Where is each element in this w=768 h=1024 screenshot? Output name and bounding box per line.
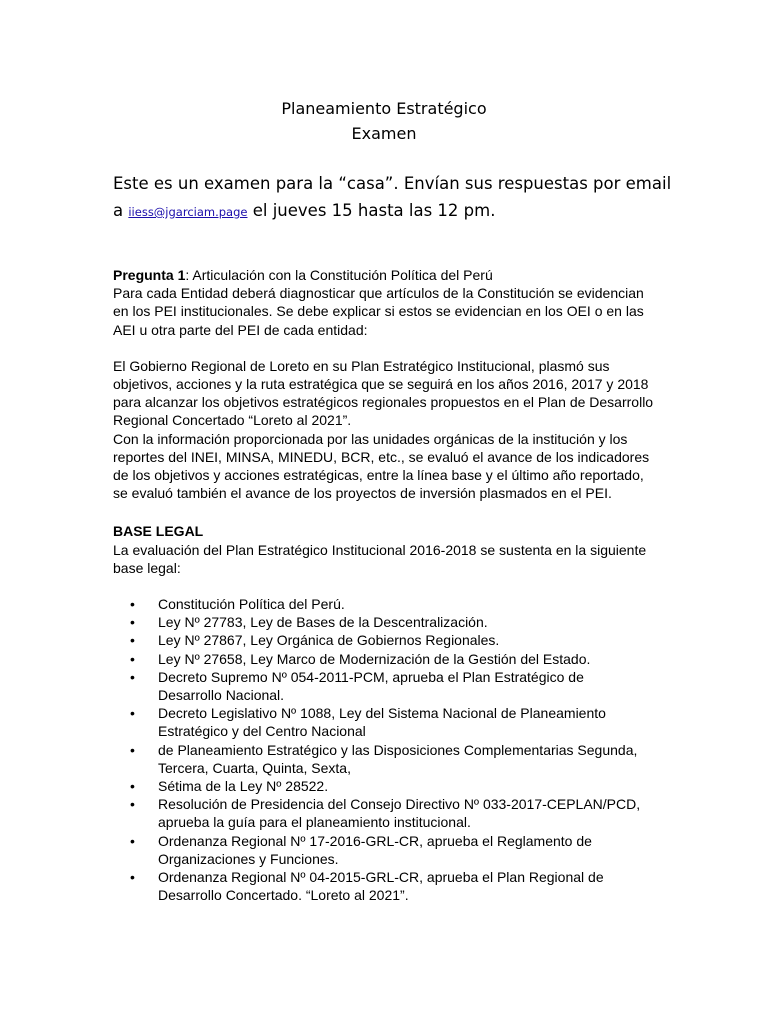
list-item: • Ley Nº 27658, Ley Marco de Modernización de la Gestión del Estado. [113,650,648,668]
list-item: • Ley Nº 27783, Ley de Bases de la Descentralización. [113,613,648,631]
list-item: • Decreto Supremo Nº 054-2011-PCM, aprueba el Plan Estratégico de Desarrollo Nacional. [113,668,648,704]
paragraph-2: Con la información proporcionada por las unidades orgánicas de la institución y los reportes del INEI, MINSA, MINEDU, BCR, etc., se evaluó el avance de los indicadores de los objetivos y acciones estratégicas, entre la línea base y el último año reportado, se evaluó también el avance de los proyectos de inversión plasmados en el PEI. [113,430,650,502]
exam-instructions [113,170,673,226]
base-legal-heading: BASE LEGAL [113,523,204,540]
question-topic: : Articulación con la Constitución Política del Perú [185,267,493,283]
list-item: • Resolución de Presidencia del Consejo Directivo Nº 033-2017-CEPLAN/PCD, aprueba la guía para el planeamiento institucional. [113,795,648,831]
list-item: • Ordenanza Regional Nº 17-2016-GRL-CR, aprueba el Reglamento de Organizaciones y Funciones. [113,832,648,868]
list-item: • Decreto Legislativo Nº 1088, Ley del Sistema Nacional de Planeamiento Estratégico y del Centro Nacional [113,704,648,740]
list-item: • Ley Nº 27867, Ley Orgánica de Gobiernos Regionales. [113,631,648,649]
spacer [113,577,658,595]
question-label: Pregunta 1 [113,267,186,283]
title-line-2: Examen [351,124,417,143]
spacer [113,502,658,522]
intro-text-before: Este es un examen para la “casa”. Envían sus respuestas por email a [113,174,672,220]
title-line-1: Planeamiento Estratégico [281,99,487,118]
list-item: • de Planeamiento Estratégico y las Disposiciones Complementarias Segunda, Tercera, Cuarta, Quinta, Sexta, [113,741,648,777]
list-item: • Ordenanza Regional Nº 04-2015-GRL-CR, aprueba el Plan Regional de Desarrollo Concertado. “Loreto al 2021”. [113,868,648,904]
base-legal-intro: La evaluación del Plan Estratégico Institucional 2016-2018 se sustenta en la siguiente base legal: [113,541,647,576]
document-title [0,96,768,146]
spacer [113,339,658,357]
email-link[interactable]: iiess@jgarciam.page [128,205,248,219]
list-item: • Constitución Política del Perú. [113,595,648,613]
paragraph-1: El Gobierno Regional de Loreto en su Plan Estratégico Institucional, plasmó sus objetivos, acciones y la ruta estratégica que se seguirá en los años 2016, 2017 y 2018 para alcanzar los objetivos estratégicos regionales propuestos en el Plan de Desarrollo Regional Concertado “Loreto al 2021”. [113,357,654,429]
question-instructions: Para cada Entidad deberá diagnosticar que artículos de la Constitución se evidencian en los PEI institucionales. Se debe explicar si estos se evidencian en los OEI o en las AEI u otra parte del PEI de cada entidad: [113,285,644,338]
base-legal-list [113,595,658,904]
intro-text-after: el jueves 15 hasta las 12 pm. [247,201,496,220]
question-heading [113,266,658,284]
list-item: • Sétima de la Ley Nº 28522. [113,777,648,795]
document-body [113,266,658,905]
